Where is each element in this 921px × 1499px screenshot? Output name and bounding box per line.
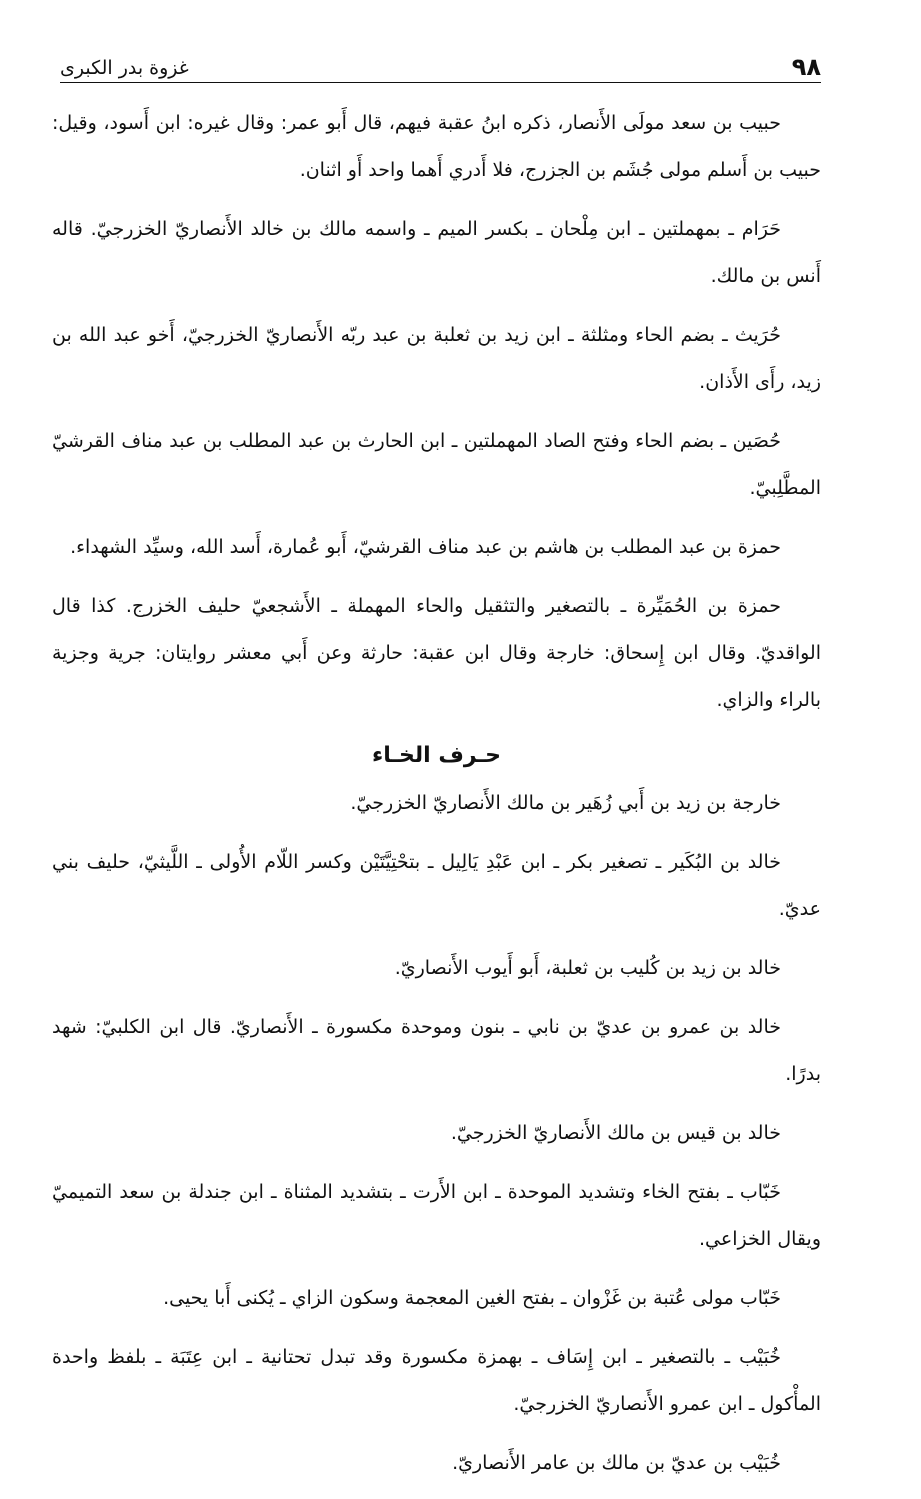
- entry: خالد بن البُكَير ـ تصغير بكر ـ ابن عَبْدِ يَالِيل ـ بتحْتِيَّتَيْن وكسر اللّام الأُولى ـ اللَّيثيّ، حليف بني عديّ.: [52, 851, 821, 920]
- running-title: غزوة بدر الكبرى: [60, 57, 189, 79]
- entry: حَرَام ـ بمهملتين ـ ابن مِلْحان ـ بكسر الميم ـ واسمه مالك بن خالد الأَنصاريّ الخزرجيّ. قاله أَنس بن مالك.: [52, 218, 821, 287]
- entry: خالد بن زيد بن كُليب بن ثعلبة، أَبو أَيوب الأَنصاريّ.: [394, 957, 781, 979]
- section-heading: حـرف الخـاء: [372, 743, 501, 768]
- entry: خَبّاب مولى عُتبة بن غَزْوان ـ بفتح الغين المعجمة وسكون الزاي ـ يُكنى أَبا يحيى.: [163, 1287, 781, 1309]
- entry: حُصَين ـ بضم الحاء وفتح الصاد المهملتين ـ ابن الحارث بن عبد المطلب بن عبد مناف القرشيّ المطَّلِبيّ.: [52, 430, 821, 499]
- entry: خَبّاب ـ بفتح الخاء وتشديد الموحدة ـ ابن الأَرت ـ بتشديد المثناة ـ ابن جندلة بن سعد التميميّ ويقال الخزاعي.: [52, 1181, 821, 1250]
- entry: حمزة بن الحُمَيِّرة ـ بالتصغير والتثقيل والحاء المهملة ـ الأَشجعيّ حليف الخزرج. كذا قال الواقديّ. وقال ابن إِسحاق: خارجة وقال ابن عقبة: حارثة وعن أَبي معشر روايتان: جرية وجزية بالراء والزاي.: [52, 595, 821, 711]
- entry: خُبَيْب بن عديّ بن مالك بن عامر الأَنصاريّ.: [452, 1452, 781, 1474]
- entry: حبيب بن سعد مولَى الأَنصار، ذكره ابنُ عقبة فيهم، قال أَبو عمر: وقال غيره: ابن أَسود، وقيل: حبيب بن أَسلم مولى جُشَم بن الجزرج، فلا أَدري أَهما واحد أَو اثنان.: [52, 112, 821, 181]
- entry: خارجة بن زيد بن أَبي زُهَير بن مالك الأَنصاريّ الخزرجيّ.: [350, 792, 781, 814]
- entry: خالد بن قيس بن مالك الأَنصاريّ الخزرجيّ.: [450, 1122, 781, 1144]
- entry: خالد بن عمرو بن عديّ بن نابي ـ بنون وموحدة مكسورة ـ الأَنصاريّ. قال ابن الكلبيّ: شهد بدرًا.: [52, 1016, 821, 1085]
- entry: حمزة بن عبد المطلب بن هاشم بن عبد مناف القرشيّ، أَبو عُمارة، أَسد الله، وسيِّد الشهداء.: [70, 536, 781, 558]
- entry: خُبَيْب ـ بالتصغير ـ ابن إِسَاف ـ بهمزة مكسورة وقد تبدل تحتانية ـ ابن عِتَبَة ـ بلفظ واحدة المأْكول ـ ابن عمرو الأَنصاريّ الخزرجيّ.: [52, 1346, 821, 1415]
- entry: حُرَيث ـ بضم الحاء ومثلثة ـ ابن زيد بن ثعلبة بن عبد ربّه الأَنصاريّ الخزرجيّ، أَخو عبد الله بن زيد، رأَى الأَذان.: [52, 324, 821, 393]
- page-number: ٩٨: [791, 53, 821, 81]
- page-header: [60, 48, 821, 83]
- page-body: [52, 100, 821, 1499]
